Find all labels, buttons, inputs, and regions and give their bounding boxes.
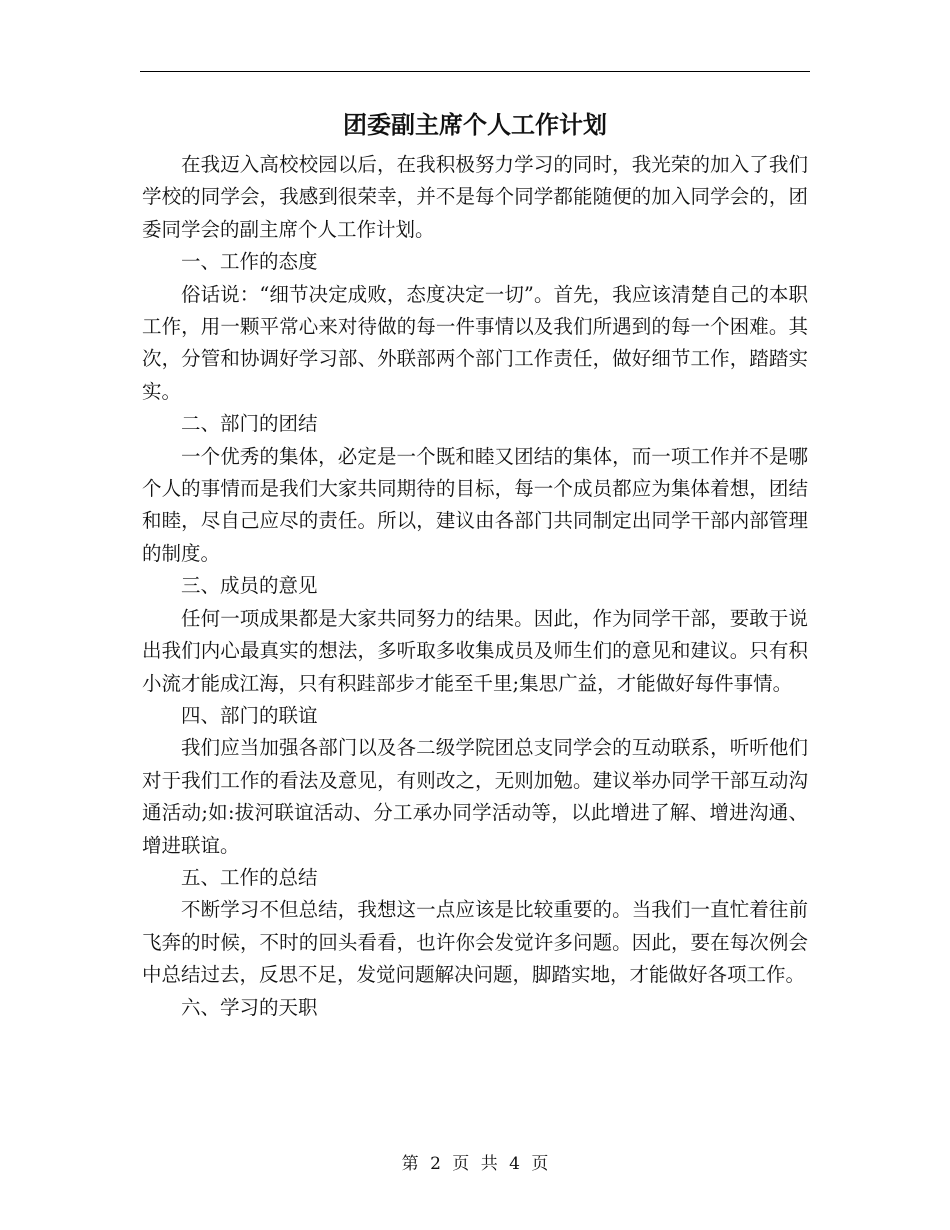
heading-department-liaison: 四、部门的联谊 — [181, 703, 318, 727]
paragraph-department-unity: 一个优秀的集体，必定是一个既和睦又团结的集体，而一项工作并不是哪个人的事情而是我们大家共同期待的目标，每一个成员都应为集体着想，团结和睦，尽自己应尽的责任。所以，建议由各部门共同制定出同学干部内部管理的制度。 — [142, 444, 808, 565]
heading-department-unity: 二、部门的团结 — [181, 412, 318, 436]
paragraph-work-summary: 不断学习不但总结，我想这一点应该是比较重要的。当我们一直忙着往前飞奔的时候，不时的回头看看，也许你会发觉许多问题。因此，要在每次例会中总结过去，反思不足，发觉问题解决问题，脚踏实地，才能做好各项工作。 — [142, 898, 808, 987]
paragraph-department-liaison: 我们应当加强各部门以及各二级学院团总支同学会的互动联系，听听他们对于我们工作的看法及意见，有则改之，无则加勉。建议举办同学干部互动沟通活动;如:拔河联谊活动、分工承办同学活动等，以此增进了解、增进沟通、增进联谊。 — [142, 736, 808, 857]
page-title: 团委副主席个人工作计划 — [343, 110, 607, 139]
heading-study-duty: 六、学习的天职 — [181, 995, 318, 1019]
document-body — [142, 149, 808, 1024]
heading-member-opinions: 三、成员的意见 — [181, 574, 318, 598]
heading-work-attitude: 一、工作的态度 — [181, 250, 318, 274]
paragraph-work-attitude: 俗话说：“细节决定成败，态度决定一切”。首先，我应该清楚自己的本职工作，用一颗平常心来对待做的每一件事情以及我们所遇到的每一个困难。其次，分管和协调好学习部、外联部两个部门工作责任，做好细节工作，踏踏实实。 — [142, 282, 808, 403]
heading-work-summary: 五、工作的总结 — [181, 865, 318, 889]
paragraph-member-opinions: 任何一项成果都是大家共同努力的结果。因此，作为同学干部，要敢于说出我们内心最真实的想法，多听取多收集成员及师生们的意见和建议。只有积小流才能成江海，只有积跬部步才能至千里;集思广益，才能做好每件事情。 — [142, 606, 808, 695]
page-footer: 第 2 页 共 4 页 — [401, 1154, 549, 1174]
paragraph-intro: 在我迈入高校校园以后，在我积极努力学习的同时，我光荣的加入了我们学校的同学会，我感到很荣幸，并不是每个同学都能随便的加入同学会的，团委同学会的副主席个人工作计划。 — [142, 153, 808, 241]
header-rule — [140, 71, 810, 72]
